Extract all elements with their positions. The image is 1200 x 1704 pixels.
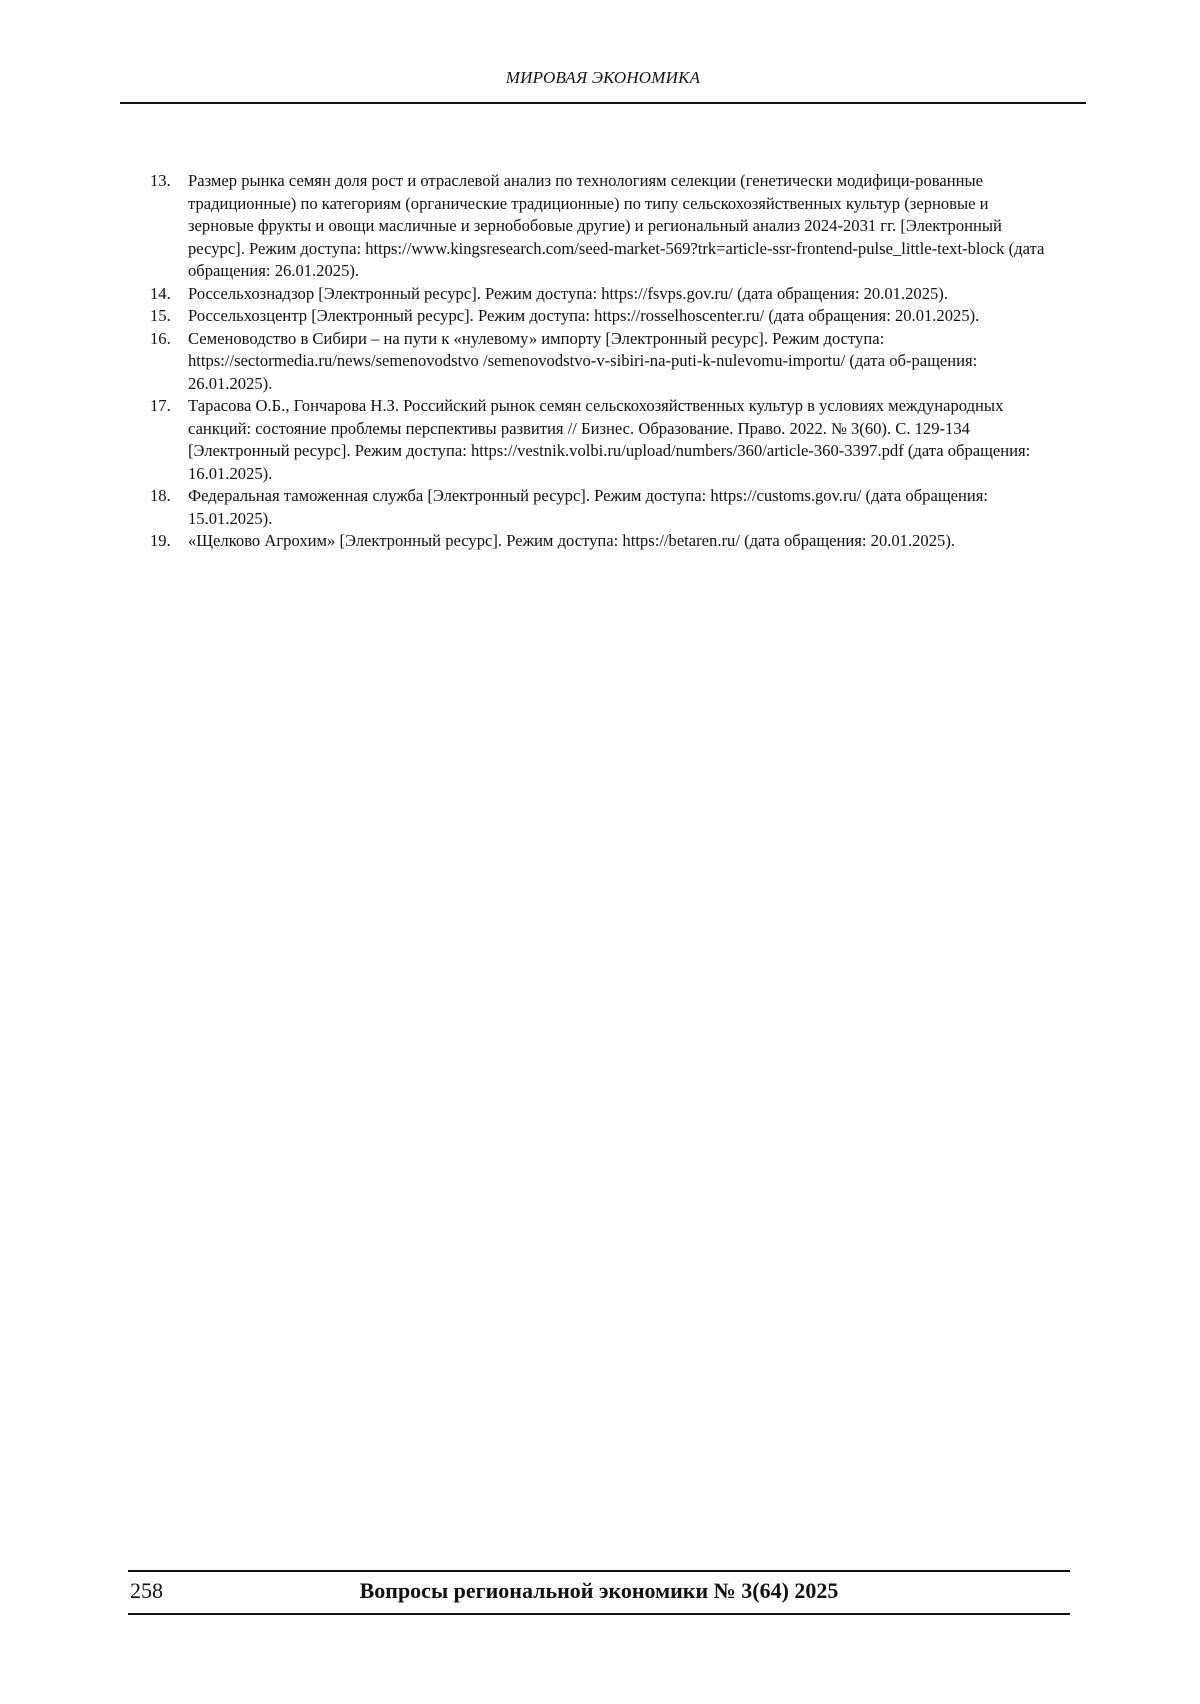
footer-divider-bottom <box>128 1613 1070 1615</box>
reference-number: 13. <box>150 171 171 190</box>
reference-item <box>150 328 1050 396</box>
journal-title: Вопросы региональной экономики № 3(64) 2025 <box>359 1578 839 1603</box>
reference-item <box>150 530 1050 553</box>
reference-number: 19. <box>150 531 171 550</box>
reference-number: 18. <box>150 486 171 505</box>
reference-text: Семеноводство в Сибири – на пути к «нулевому» импорту [Электронный ресурс]. Режим доступа: https://sectormedia.ru/news/semenovodstvo /semenovodstvo-v-sibiri-na-puti-k-nulevomu-importu/ (дата об-ращения: 26.01.2025). <box>188 328 978 393</box>
reference-text: Тарасова О.Б., Гончарова Н.З. Российский рынок семян сельскохозяйственных культур в условиях международных санкций: состояние проблемы перспективы развития // Бизнес. Образование. Право. 2022. № 3(60). С. 129-134 [Электронный ресурс]. Режим доступа: https://vestnik.volbi.ru/upload/numbers/360/article-360-3397.pdf (дата обращения: 16.01.2025). <box>188 396 1031 483</box>
reference-text: Россельхозцентр [Электронный ресурс]. Режим доступа: https://rosselhoscenter.ru/ (дата обращения: 20.01.2025). <box>188 306 980 325</box>
reference-number: 17. <box>150 396 171 415</box>
reference-text: Россельхознадзор [Электронный ресурс]. Режим доступа: https://fsvps.gov.ru/ (дата обращения: 20.01.2025). <box>188 283 948 303</box>
reference-item <box>150 485 1050 530</box>
reference-number: 15. <box>150 306 171 325</box>
running-head: МИРОВАЯ ЭКОНОМИКА <box>505 68 701 87</box>
reference-number: 14. <box>150 283 171 303</box>
reference-item <box>150 170 1050 283</box>
reference-item <box>150 395 1050 485</box>
reference-item <box>150 283 1050 306</box>
reference-number: 16. <box>150 328 171 348</box>
reference-text: Федеральная таможенная служба [Электронный ресурс]. Режим доступа: https://customs.gov.ru/ (дата обращения: 15.01.2025). <box>188 486 988 528</box>
reference-text: «Щелково Агрохим» [Электронный ресурс]. Режим доступа: https://betaren.ru/ (дата обращения: 20.01.2025). <box>188 531 955 550</box>
header-divider <box>120 102 1086 104</box>
page-number: 258 <box>130 1578 163 1603</box>
reference-list <box>150 170 1050 553</box>
reference-text: Размер рынка семян доля рост и отраслевой анализ по технологиям селекции (генетически модифици-рованные традиционные) по категориям (органические традиционные) по типу сельскохозяйственных культур (зерновые и зерновые фрукты и овощи масличные и зернобобовые другие) и региональный анализ 2024-2031 гг. [Электронный ресурс]. Режим доступа: https://www.kingsresearch.com/seed-market-569?trk=article-ssr-frontend-pulse_little-text-block (дата обращения: 26.01.2025). <box>188 171 1045 280</box>
reference-item <box>150 305 1050 328</box>
footer-divider-top <box>128 1570 1070 1572</box>
